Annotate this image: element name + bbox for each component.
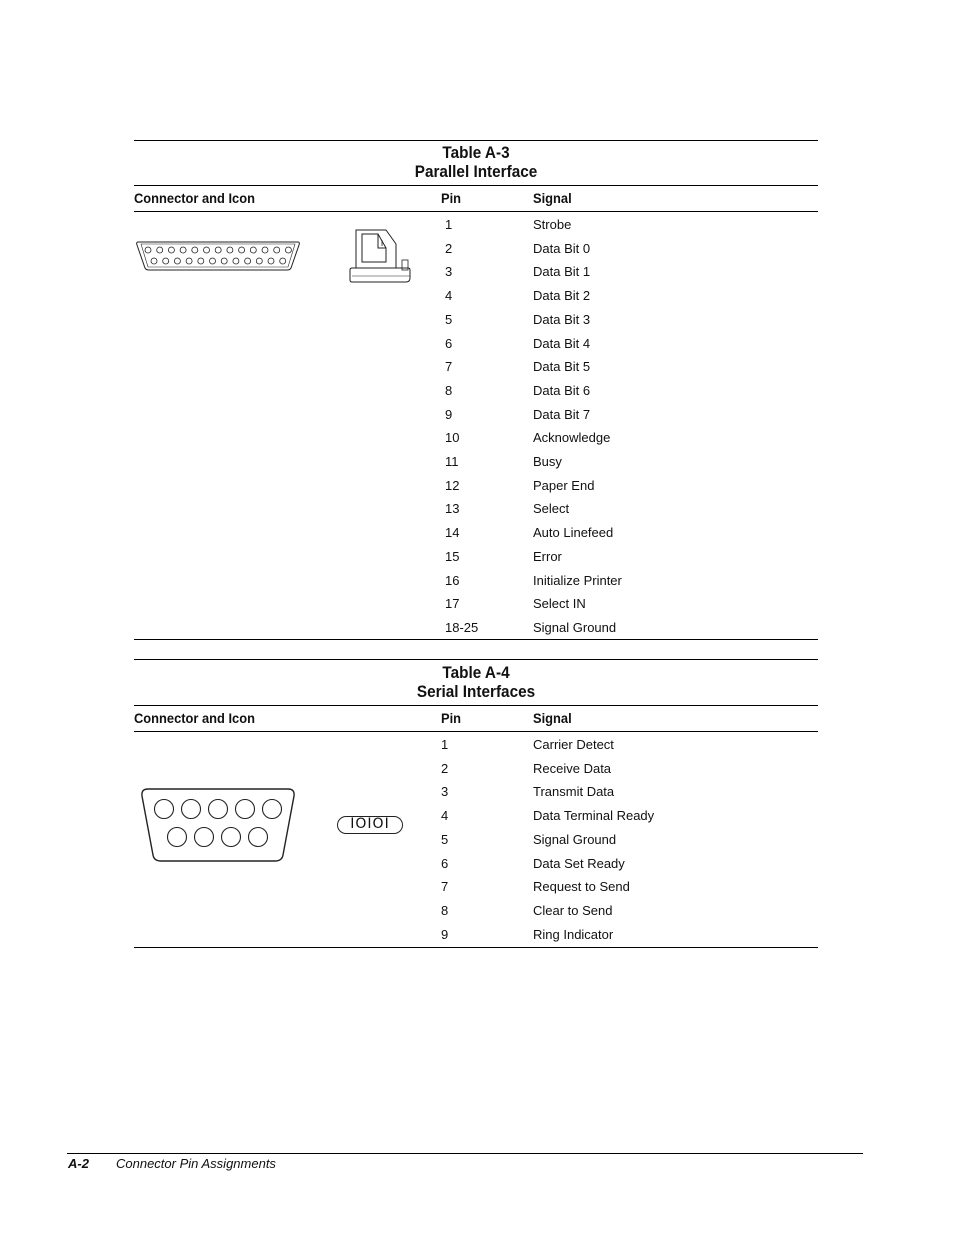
table-row xyxy=(134,288,818,311)
pin-number: 13 xyxy=(445,501,460,517)
table-row xyxy=(134,359,818,382)
pin-number: 12 xyxy=(445,477,460,493)
table-bottom-rule xyxy=(134,947,818,948)
signal-name: Receive Data xyxy=(533,760,612,776)
signal-name: Request to Send xyxy=(533,879,630,895)
table-title-number: Table A-4 xyxy=(442,663,510,682)
pin-number: 8 xyxy=(441,902,449,918)
table-row xyxy=(134,478,818,501)
column-header-signal: Signal xyxy=(533,710,572,726)
pin-number: 8 xyxy=(445,382,453,398)
table-title-name: Serial Interfaces xyxy=(416,682,536,701)
table-row xyxy=(134,784,818,807)
pin-number: 16 xyxy=(445,572,460,588)
signal-name: Acknowledge xyxy=(533,430,611,446)
column-header-pin: Pin xyxy=(441,190,462,206)
table-row xyxy=(134,501,818,524)
footer-section-title: Connector Pin Assignments xyxy=(116,1156,276,1171)
signal-name: Data Bit 7 xyxy=(533,406,591,422)
table-row xyxy=(134,879,818,902)
pin-number: 11 xyxy=(445,454,459,469)
signal-name: Data Bit 3 xyxy=(533,311,591,327)
table-top-rule xyxy=(134,659,818,660)
pin-number: 18-25 xyxy=(445,619,479,635)
pin-number: 2 xyxy=(441,760,449,776)
pin-number: 17 xyxy=(445,596,460,612)
signal-name: Select xyxy=(533,501,570,517)
pin-number: 7 xyxy=(445,359,453,375)
table-row xyxy=(134,264,818,287)
pin-number: 6 xyxy=(441,855,449,871)
signal-name: Error xyxy=(533,548,562,564)
column-header-connector: Connector and Icon xyxy=(134,710,255,726)
signal-name: Carrier Detect xyxy=(533,737,614,752)
pin-number: 6 xyxy=(445,335,453,351)
pin-number: 1 xyxy=(441,737,449,752)
signal-name: Data Bit 4 xyxy=(533,335,591,351)
signal-name: Ring Indicator xyxy=(533,926,614,942)
table-a4 xyxy=(134,659,818,951)
signal-name: Data Bit 1 xyxy=(533,264,591,280)
signal-name: Signal Ground xyxy=(533,831,617,847)
pin-number: 7 xyxy=(441,879,449,895)
pin-number: 5 xyxy=(445,311,453,327)
signal-name: Select IN xyxy=(533,596,586,612)
table-row xyxy=(134,312,818,335)
table-row xyxy=(134,217,818,240)
pin-number: 4 xyxy=(441,808,449,824)
pin-number: 4 xyxy=(445,288,453,304)
table-row xyxy=(134,430,818,453)
pin-number: 14 xyxy=(445,525,460,541)
table-header-top-rule xyxy=(134,185,818,186)
signal-name: Data Set Ready xyxy=(533,855,625,871)
pin-number: 1 xyxy=(445,217,453,232)
pin-number: 2 xyxy=(445,240,453,256)
pin-number: 10 xyxy=(445,430,460,446)
page-number: A-2 xyxy=(68,1156,89,1171)
table-top-rule xyxy=(134,140,818,141)
table-row xyxy=(134,856,818,879)
signal-name: Transmit Data xyxy=(533,784,615,800)
signal-name: Data Terminal Ready xyxy=(533,808,655,824)
table-row xyxy=(134,573,818,596)
pin-number: 15 xyxy=(445,548,460,564)
table-row xyxy=(134,596,818,619)
signal-name: Initialize Printer xyxy=(533,572,622,588)
table-row xyxy=(134,336,818,359)
column-header-signal: Signal xyxy=(533,190,572,206)
serial-icon-label: IOIOI xyxy=(350,816,390,832)
table-row xyxy=(134,903,818,926)
table-row xyxy=(134,832,818,855)
table-bottom-rule xyxy=(134,639,818,640)
column-header-pin: Pin xyxy=(441,710,462,726)
pin-number: 3 xyxy=(441,784,449,800)
table-row xyxy=(134,383,818,406)
signal-name: Signal Ground xyxy=(533,619,617,635)
pin-number: 3 xyxy=(445,264,453,280)
table-a3 xyxy=(134,140,818,642)
table-row xyxy=(134,737,818,760)
table-header-bottom-rule xyxy=(134,211,818,212)
signal-name: Clear to Send xyxy=(533,902,613,918)
signal-name: Auto Linefeed xyxy=(533,525,614,541)
signal-name: Data Bit 0 xyxy=(533,240,591,256)
pin-number: 9 xyxy=(445,406,453,422)
signal-name: Data Bit 2 xyxy=(533,288,591,304)
table-row xyxy=(134,525,818,548)
pin-number: 5 xyxy=(441,831,449,847)
column-header-connector: Connector and Icon xyxy=(134,190,255,206)
signal-name: Data Bit 6 xyxy=(533,382,591,398)
signal-name: Paper End xyxy=(533,477,595,493)
footer-rule xyxy=(67,1153,863,1154)
table-row xyxy=(134,454,818,477)
signal-name: Strobe xyxy=(533,217,572,232)
table-row xyxy=(134,761,818,784)
signal-name: Data Bit 5 xyxy=(533,359,591,375)
table-header-top-rule xyxy=(134,705,818,706)
table-row xyxy=(134,241,818,264)
signal-name: Busy xyxy=(533,454,562,469)
table-row xyxy=(134,549,818,572)
pin-number: 9 xyxy=(441,926,449,942)
table-title-name: Parallel Interface xyxy=(414,162,538,181)
table-row xyxy=(134,407,818,430)
table-row xyxy=(134,808,818,831)
table-header-bottom-rule xyxy=(134,731,818,732)
table-title-number: Table A-3 xyxy=(442,143,510,162)
